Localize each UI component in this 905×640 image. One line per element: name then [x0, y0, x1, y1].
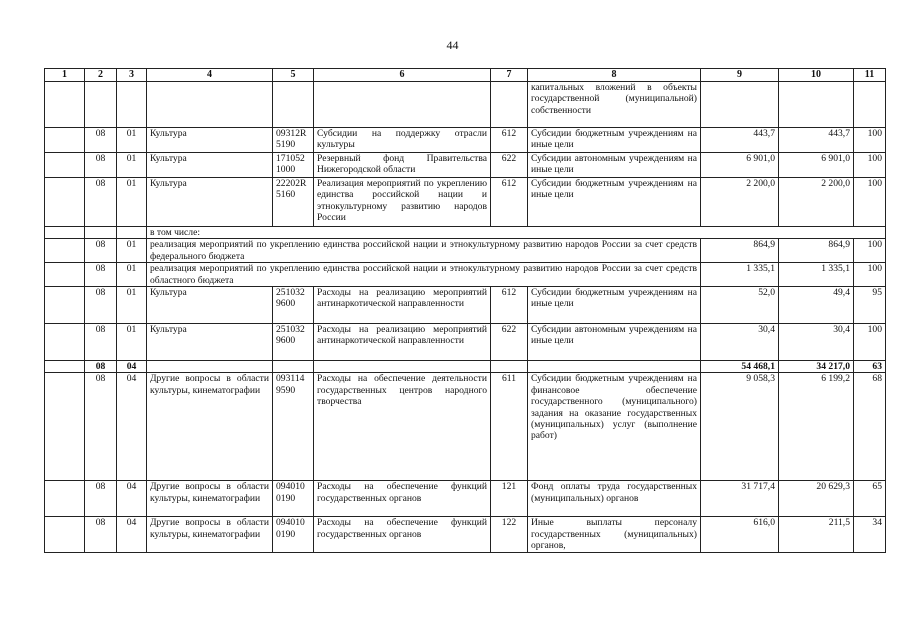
- actual-amount-cell: 49,4: [779, 287, 854, 324]
- expense-type-cell: Иные выплаты персоналу государственных (муниципальных) органов,: [528, 517, 701, 553]
- description-cell: Субсидии на поддержку отрасли культуры: [314, 128, 491, 153]
- expense-type-cell: Субсидии бюджетным учреждениям на финансовое обеспечение государственного (муниципального) задания на оказание государственных (муниципальных) услуг (выполнение работ): [528, 373, 701, 481]
- actual-amount-cell: 2 200,0: [779, 178, 854, 227]
- subsection-cell: 01: [117, 263, 147, 287]
- column-header: 7: [491, 69, 528, 82]
- target-code-cell: 09312R 5190: [273, 128, 314, 153]
- section-cell: 08: [85, 178, 117, 227]
- section-cell: 08: [85, 239, 117, 263]
- target-code-cell: 22202R 5160: [273, 178, 314, 227]
- expense-type-cell: Субсидии бюджетным учреждениям на иные цели: [528, 287, 701, 324]
- table-row: [45, 153, 886, 178]
- subsection-cell: 01: [117, 178, 147, 227]
- subsection-cell: 01: [117, 324, 147, 361]
- planned-amount-cell: 6 901,0: [701, 153, 779, 178]
- table-row: [45, 227, 886, 239]
- table-row: [45, 239, 886, 263]
- target-code-cell: 171052 1000: [273, 153, 314, 178]
- target-code-cell: 094010 0190: [273, 517, 314, 553]
- table-row: [45, 128, 886, 153]
- percent-cell: 34: [854, 517, 886, 553]
- actual-amount-cell: 864,9: [779, 239, 854, 263]
- actual-amount-cell: 6 901,0: [779, 153, 854, 178]
- target-code-cell: 251032 9600: [273, 287, 314, 324]
- description-cell: Резервный фонд Правительства Нижегородской области: [314, 153, 491, 178]
- name-cell: Другие вопросы в области культуры, кинематографии: [147, 373, 273, 481]
- description-cell: Расходы на обеспечение деятельности государственных центров народного творчества: [314, 373, 491, 481]
- planned-amount-cell: 31 717,4: [701, 481, 779, 517]
- column-header: 11: [854, 69, 886, 82]
- column-header: 3: [117, 69, 147, 82]
- subsection-cell: 01: [117, 153, 147, 178]
- planned-amount-cell: 30,4: [701, 324, 779, 361]
- percent-cell: 100: [854, 178, 886, 227]
- actual-amount-cell: 34 217,0: [779, 361, 854, 373]
- percent-cell: 100: [854, 324, 886, 361]
- actual-amount-cell: 6 199,2: [779, 373, 854, 481]
- subsection-cell: 01: [117, 239, 147, 263]
- percent-cell: 95: [854, 287, 886, 324]
- expense-code-cell: 622: [491, 153, 528, 178]
- expense-type-cell: Субсидии бюджетным учреждениям на иные цели: [528, 128, 701, 153]
- table-row: [45, 178, 886, 227]
- table-row: [45, 287, 886, 324]
- actual-amount-cell: 20 629,3: [779, 481, 854, 517]
- planned-amount-cell: 1 335,1: [701, 263, 779, 287]
- description-cell: Расходы на реализацию мероприятий антинаркотической направленности: [314, 287, 491, 324]
- expense-code-cell: 121: [491, 481, 528, 517]
- section-cell: 08: [85, 128, 117, 153]
- name-cell: Другие вопросы в области культуры, кинематографии: [147, 517, 273, 553]
- planned-amount-cell: 2 200,0: [701, 178, 779, 227]
- name-cell: Культура: [147, 287, 273, 324]
- actual-amount-cell: 211,5: [779, 517, 854, 553]
- table-row: [45, 373, 886, 481]
- actual-amount-cell: 1 335,1: [779, 263, 854, 287]
- planned-amount-cell: 9 058,3: [701, 373, 779, 481]
- subtotal-row: [45, 361, 886, 373]
- expense-code-cell: 611: [491, 373, 528, 481]
- column-header: 5: [273, 69, 314, 82]
- percent-cell: 100: [854, 128, 886, 153]
- planned-amount-cell: 54 468,1: [701, 361, 779, 373]
- name-cell: Культура: [147, 153, 273, 178]
- description-cell: реализация мероприятий по укреплению единства российской нации и этнокультурному развитию народов России за счет средств федерального бюджета: [147, 239, 701, 263]
- planned-amount-cell: 616,0: [701, 517, 779, 553]
- table-header-row: [45, 69, 886, 82]
- percent-cell: 63: [854, 361, 886, 373]
- column-header: 10: [779, 69, 854, 82]
- section-cell: 08: [85, 263, 117, 287]
- percent-cell: 65: [854, 481, 886, 517]
- expense-type-cell: Субсидии автономным учреждениям на иные цели: [528, 153, 701, 178]
- expense-code-cell: 612: [491, 178, 528, 227]
- note-cell: в том числе:: [147, 227, 886, 239]
- actual-amount-cell: 30,4: [779, 324, 854, 361]
- table-row: [45, 481, 886, 517]
- section-cell: 08: [85, 517, 117, 553]
- actual-amount-cell: 443,7: [779, 128, 854, 153]
- percent-cell: 100: [854, 263, 886, 287]
- subsection-cell: 04: [117, 361, 147, 373]
- column-header: 1: [45, 69, 85, 82]
- expense-code-cell: 622: [491, 324, 528, 361]
- subsection-cell: 04: [117, 517, 147, 553]
- description-cell: Реализация мероприятий по укреплению единства российской нации и этнокультурному развитию народов России: [314, 178, 491, 227]
- table-row: [45, 324, 886, 361]
- planned-amount-cell: 52,0: [701, 287, 779, 324]
- target-code-cell: 093114 9590: [273, 373, 314, 481]
- table-row: [45, 517, 886, 553]
- budget-table: [44, 68, 886, 553]
- percent-cell: 68: [854, 373, 886, 481]
- percent-cell: 100: [854, 239, 886, 263]
- section-cell: 08: [85, 153, 117, 178]
- column-header: 9: [701, 69, 779, 82]
- planned-amount-cell: 864,9: [701, 239, 779, 263]
- column-header: 8: [528, 69, 701, 82]
- expense-type-cell: Фонд оплаты труда государственных (муниципальных) органов: [528, 481, 701, 517]
- description-cell: Расходы на обеспечение функций государственных органов: [314, 517, 491, 553]
- table-row: [45, 82, 886, 128]
- description-cell: реализация мероприятий по укреплению единства российской нации и этнокультурному развитию народов России за счет средств областного бюджета: [147, 263, 701, 287]
- column-header: 4: [147, 69, 273, 82]
- percent-cell: 100: [854, 153, 886, 178]
- expense-type-cell: капитальных вложений в объекты государственной (муниципальной) собственности: [528, 82, 701, 128]
- section-cell: 08: [85, 481, 117, 517]
- planned-amount-cell: 443,7: [701, 128, 779, 153]
- column-header: 2: [85, 69, 117, 82]
- description-cell: Расходы на реализацию мероприятий антинаркотической направленности: [314, 324, 491, 361]
- expense-type-cell: Субсидии автономным учреждениям на иные цели: [528, 324, 701, 361]
- section-cell: 08: [85, 373, 117, 481]
- name-cell: Культура: [147, 128, 273, 153]
- column-header: 6: [314, 69, 491, 82]
- subsection-cell: 04: [117, 481, 147, 517]
- description-cell: Расходы на обеспечение функций государственных органов: [314, 481, 491, 517]
- table-row: [45, 263, 886, 287]
- section-cell: 08: [85, 287, 117, 324]
- target-code-cell: 251032 9600: [273, 324, 314, 361]
- subsection-cell: 01: [117, 287, 147, 324]
- name-cell: Другие вопросы в области культуры, кинематографии: [147, 481, 273, 517]
- expense-code-cell: 612: [491, 128, 528, 153]
- subsection-cell: 01: [117, 128, 147, 153]
- expense-code-cell: 612: [491, 287, 528, 324]
- section-cell: 08: [85, 324, 117, 361]
- target-code-cell: 094010 0190: [273, 481, 314, 517]
- expense-type-cell: Субсидии бюджетным учреждениям на иные цели: [528, 178, 701, 227]
- subsection-cell: 04: [117, 373, 147, 481]
- name-cell: Культура: [147, 178, 273, 227]
- section-cell: 08: [85, 361, 117, 373]
- name-cell: Культура: [147, 324, 273, 361]
- expense-code-cell: 122: [491, 517, 528, 553]
- page-number: 44: [446, 38, 459, 52]
